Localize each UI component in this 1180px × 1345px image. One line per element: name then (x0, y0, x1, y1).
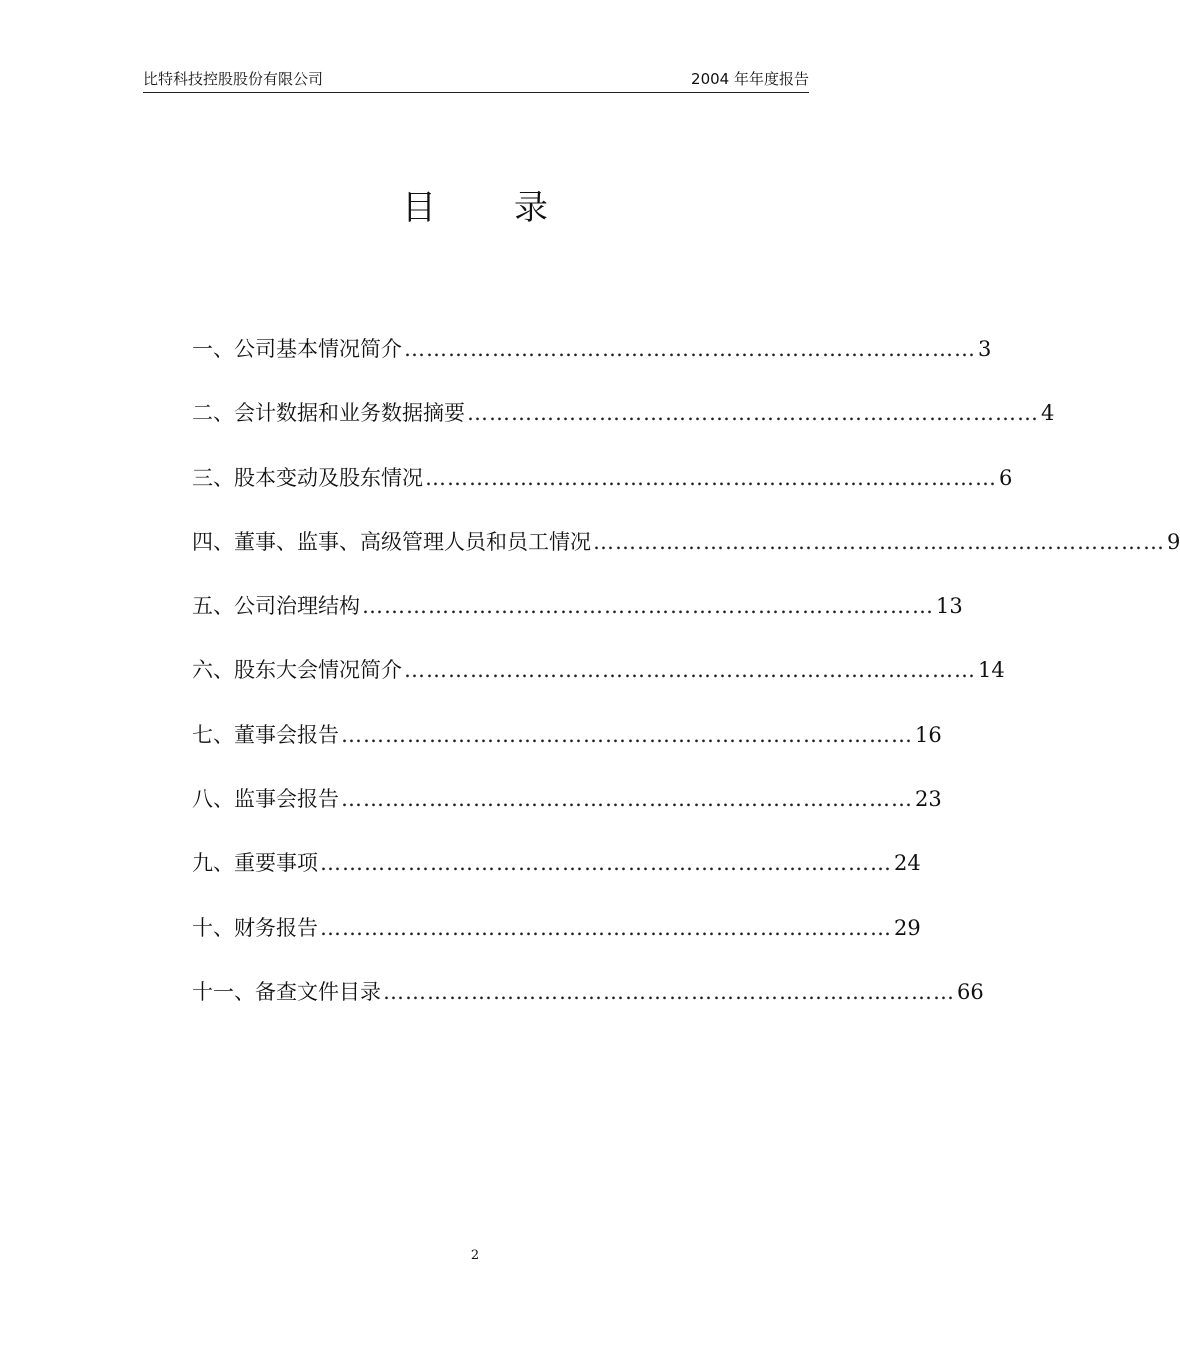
toc-entry[interactable] (192, 976, 984, 1040)
toc-entry-number: 四 (192, 529, 213, 554)
toc-entry-separator: 、 (213, 915, 234, 940)
toc-entry-page: 23 (915, 787, 942, 812)
toc-dot-leader: …………………………………………………………………… (383, 979, 955, 1004)
toc-entry-label: 董事、监事、高级管理人员和员工情况 (234, 529, 591, 554)
toc-entry-separator: 、 (213, 787, 234, 812)
toc-entry-number: 二 (192, 401, 213, 426)
toc-entry[interactable] (192, 590, 963, 654)
toc-entry[interactable] (192, 526, 1180, 590)
toc-entry-number: 三 (192, 465, 213, 490)
toc-dot-leader: …………………………………………………………………… (593, 529, 1165, 554)
toc-entry-page: 3 (978, 337, 992, 361)
toc-entry-label: 公司治理结构 (234, 594, 360, 619)
toc-entry[interactable] (192, 333, 992, 397)
toc-entry[interactable] (192, 719, 942, 783)
toc-entry-page: 6 (999, 465, 1013, 490)
toc-entry-number: 五 (192, 594, 213, 619)
toc-entry-page: 24 (894, 851, 921, 876)
toc-dot-leader: …………………………………………………………………… (362, 594, 934, 619)
table-of-contents (192, 333, 1180, 1040)
toc-entry-label: 会计数据和业务数据摘要 (234, 401, 465, 426)
toc-entry[interactable] (192, 847, 921, 911)
header-company-name: 比特科技控股股份有限公司 (143, 70, 324, 88)
toc-entry-page: 66 (957, 979, 984, 1004)
toc-dot-leader: …………………………………………………………………… (341, 787, 913, 812)
toc-entry-separator: 、 (213, 594, 234, 619)
toc-entry[interactable] (192, 462, 1013, 526)
toc-entry-label: 监事会报告 (234, 787, 339, 812)
toc-entry[interactable] (192, 912, 921, 976)
toc-entry[interactable] (192, 654, 1005, 718)
toc-entry[interactable] (192, 783, 942, 847)
toc-entry-page: 9 (1167, 529, 1180, 554)
toc-entry-label: 重要事项 (234, 851, 318, 876)
toc-entry-separator: 、 (213, 465, 234, 490)
toc-entry-separator: 、 (213, 722, 234, 747)
toc-entry-separator: 、 (213, 529, 234, 554)
toc-entry[interactable] (192, 397, 1055, 461)
toc-heading-char-1: 目 (402, 188, 436, 228)
toc-dot-leader: …………………………………………………………………… (425, 465, 997, 490)
toc-entry-page: 16 (915, 722, 942, 747)
toc-entry-separator: 、 (213, 851, 234, 876)
toc-entry-page: 13 (936, 594, 963, 619)
toc-entry-separator: 、 (234, 979, 255, 1004)
page-header (143, 64, 809, 93)
toc-heading-char-2: 录 (514, 188, 548, 228)
toc-heading (0, 180, 950, 229)
toc-entry-number: 十 (192, 915, 213, 940)
toc-dot-leader: …………………………………………………………………… (341, 722, 913, 747)
toc-entry-page: 29 (894, 915, 921, 940)
toc-entry-number: 八 (192, 787, 213, 812)
toc-entry-number: 十一 (192, 979, 234, 1004)
header-report-title: 2004 年年度报告 (691, 70, 809, 88)
toc-entry-label: 财务报告 (234, 915, 318, 940)
toc-dot-leader: …………………………………………………………………… (467, 401, 1039, 426)
page-number: 2 (470, 1248, 480, 1263)
toc-entry-label: 董事会报告 (234, 722, 339, 747)
toc-dot-leader: …………………………………………………………………… (320, 915, 892, 940)
toc-entry-page: 4 (1041, 401, 1055, 426)
toc-entry-separator: 、 (213, 658, 234, 683)
toc-dot-leader: …………………………………………………………………… (404, 658, 976, 683)
toc-entry-label: 股东大会情况简介 (234, 658, 402, 683)
toc-entry-label: 公司基本情况简介 (234, 337, 402, 361)
toc-dot-leader: …………………………………………………………………… (320, 851, 892, 876)
toc-entry-separator: 、 (213, 401, 234, 426)
toc-dot-leader: …………………………………………………………………… (404, 337, 976, 361)
toc-entry-number: 七 (192, 722, 213, 747)
toc-entry-number: 六 (192, 658, 213, 683)
toc-entry-separator: 、 (213, 337, 234, 361)
toc-entry-label: 股本变动及股东情况 (234, 465, 423, 490)
toc-entry-label: 备查文件目录 (255, 979, 381, 1004)
toc-entry-number: 一 (192, 337, 213, 361)
toc-entry-number: 九 (192, 851, 213, 876)
toc-entry-page: 14 (978, 658, 1005, 683)
